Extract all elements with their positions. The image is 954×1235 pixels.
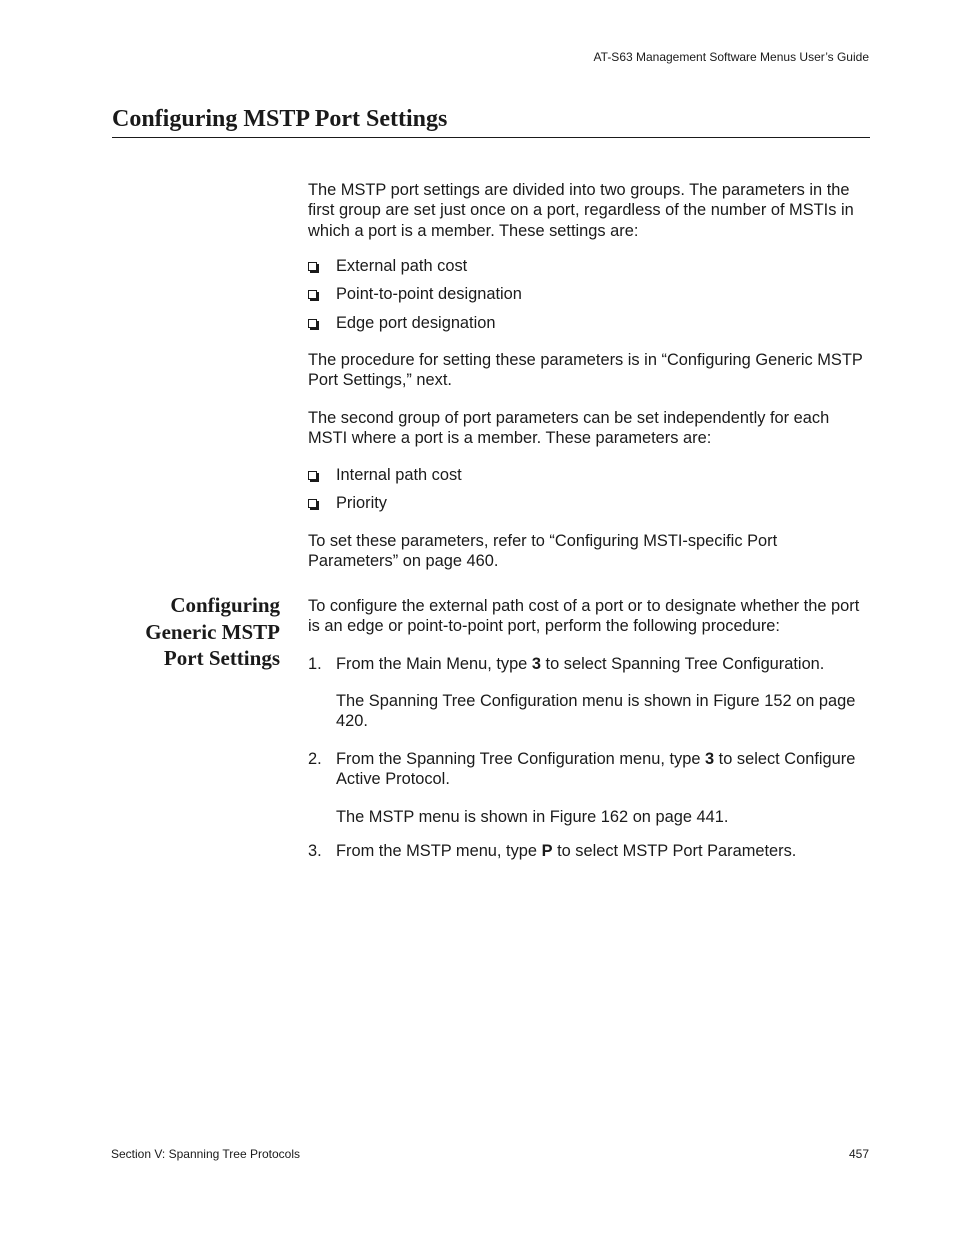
key-name: 3	[531, 655, 541, 673]
checkbox-bullet-icon	[308, 290, 317, 299]
checkbox-bullet-icon	[308, 262, 317, 271]
step-note: The Spanning Tree Configuration menu is shown in Figure 152 on page 420.	[336, 692, 856, 731]
subsection-intro: To configure the external path cost of a port or to designate whether the port is an edge or point-to-point port, perform the following procedure:	[308, 597, 860, 636]
second-group-reference: To set these parameters, refer to “Configuring MSTI-specific Port Parameters” on page 460.	[308, 532, 778, 571]
checkbox-bullet-icon	[308, 319, 317, 328]
footer-section-label: Section V: Spanning Tree Protocols	[111, 1147, 300, 1161]
checkbox-bullet-icon	[308, 499, 317, 508]
section-title: Configuring MSTP Port Settings	[112, 106, 870, 138]
step-note: The MSTP menu is shown in Figure 162 on page 441.	[336, 808, 729, 826]
second-group-intro: The second group of port parameters can be set independently for each MSTI where a port is a member. These parameters are:	[308, 409, 830, 448]
running-header: AT-S63 Management Software Menus User’s Guide	[593, 50, 869, 64]
checkbox-bullet-icon	[308, 471, 317, 480]
section-intro: The MSTP port settings are divided into two groups. The parameters in the first group are set just once on a port, regardless of the number of MSTIs in which a port is a member. These settings are:	[308, 181, 854, 240]
key-name: P	[541, 842, 553, 860]
procedure-reference: The procedure for setting these parameters is in “Configuring Generic MSTP Port Settings,” next.	[308, 351, 863, 390]
subsection-heading: Configuring Generic MSTP Port Settings	[145, 593, 280, 670]
page-number: 457	[848, 1147, 869, 1161]
key-name: 3	[705, 750, 715, 768]
